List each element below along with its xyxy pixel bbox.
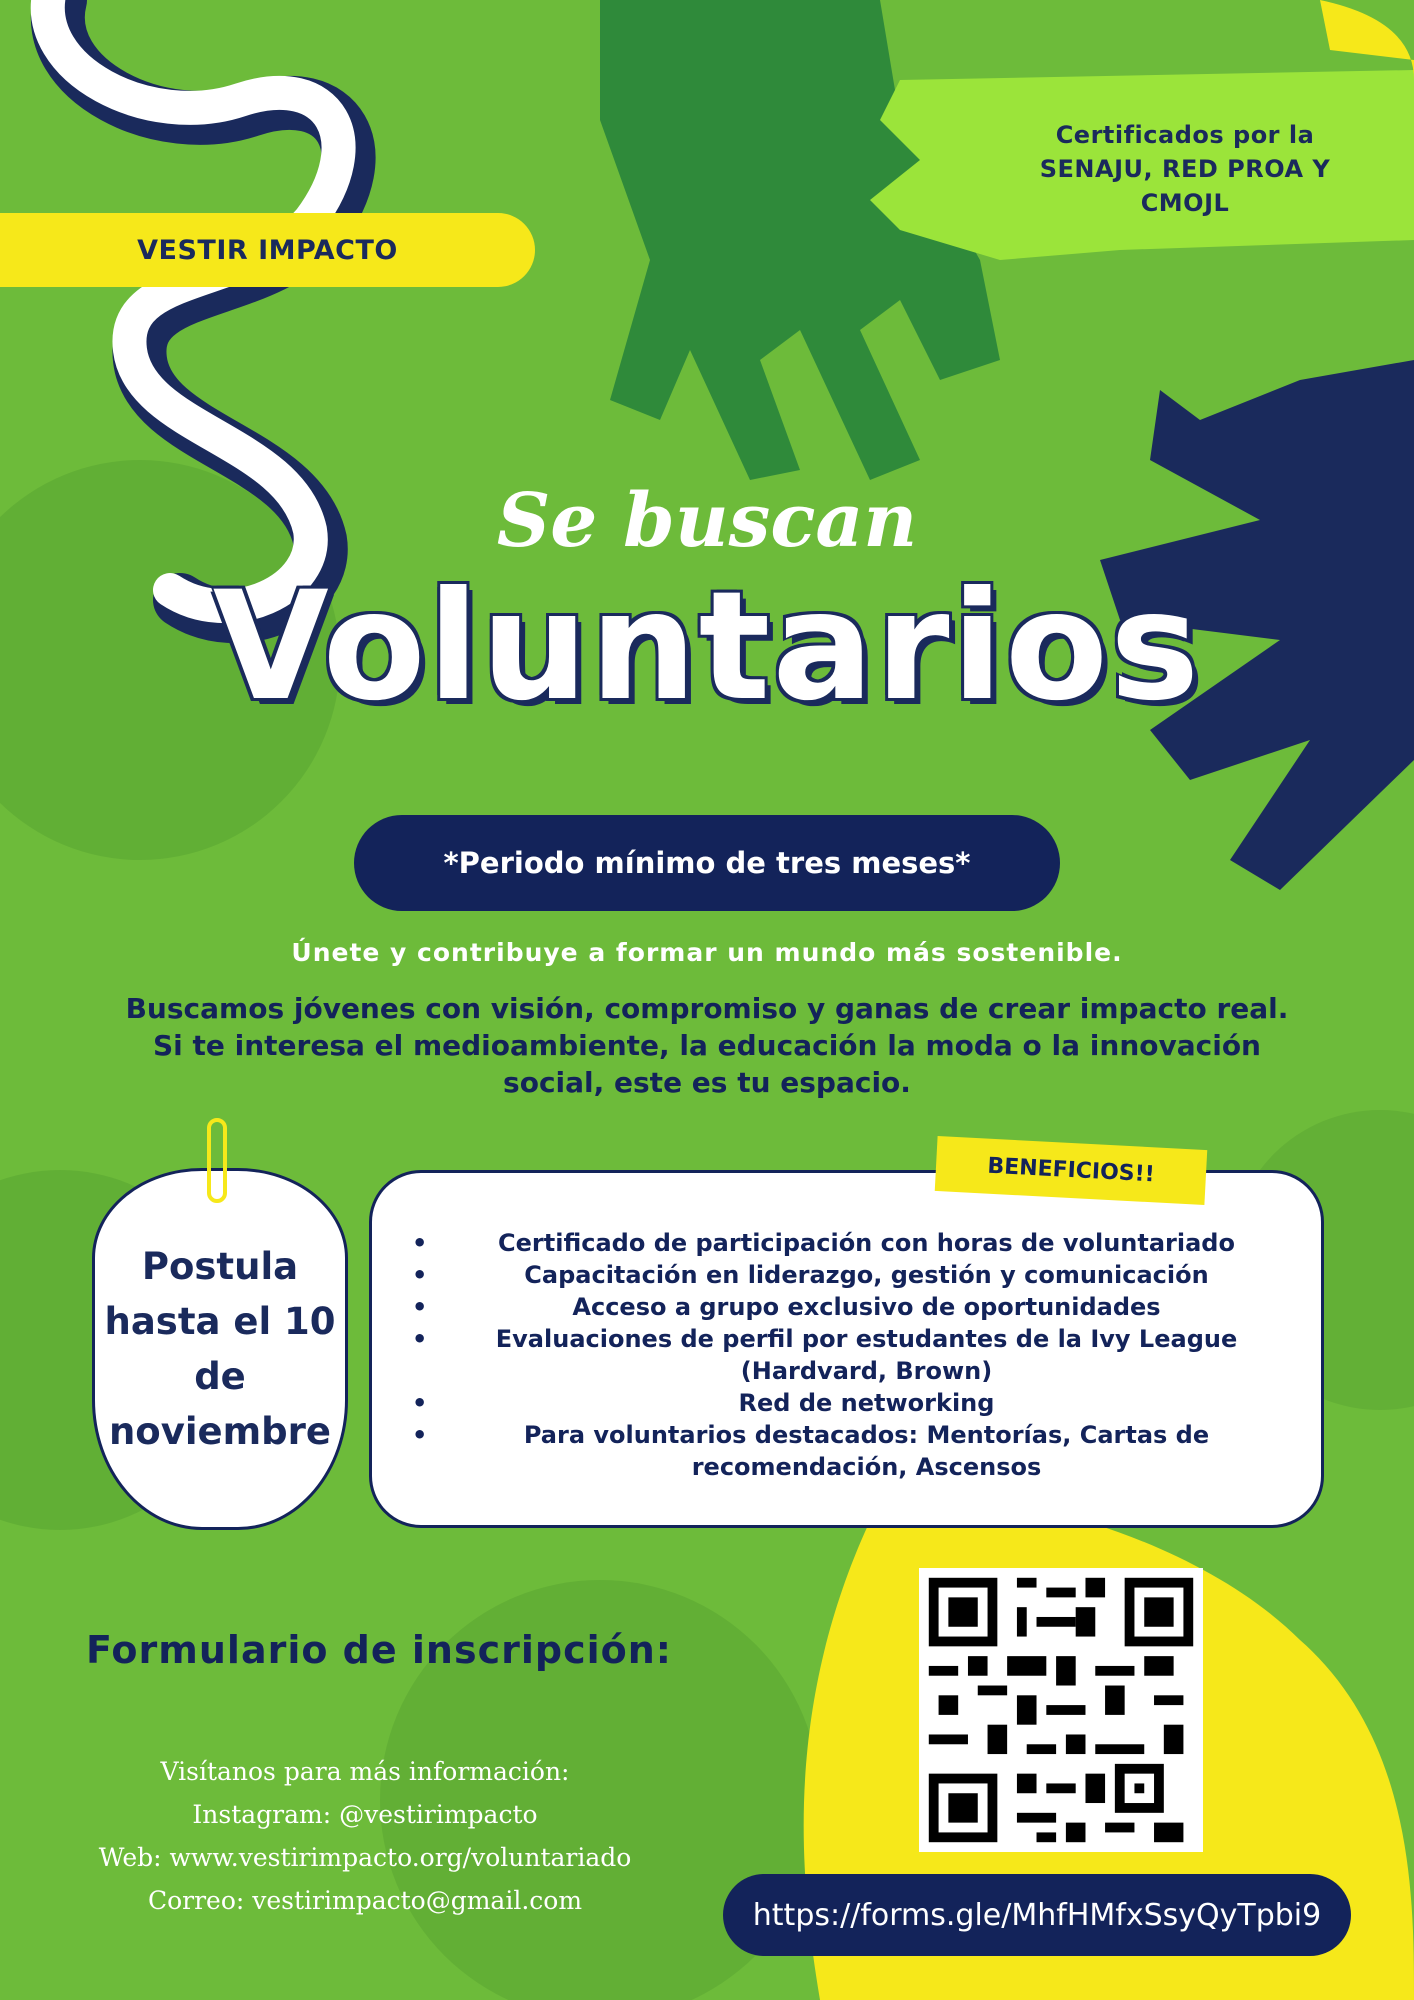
email-link[interactable]: Correo: vestirimpacto@gmail.com	[147, 1886, 583, 1915]
paperclip-icon	[207, 1118, 227, 1203]
benefit-item: • Evaluaciones de perfil por estudantes de la Ivy League (Hardvard, Brown)	[432, 1323, 1301, 1387]
certification-note	[985, 118, 1385, 220]
benefit-item: • Red de networking	[432, 1387, 1301, 1419]
benefit-item: • Capacitación en liderazgo, gestión y comunicación	[432, 1259, 1301, 1291]
period-badge: *Periodo mínimo de tres meses*	[354, 815, 1060, 911]
benefit-item: • Certificado de participación con horas de voluntariado	[432, 1227, 1301, 1259]
cert-line: Certificados por la	[1055, 121, 1315, 149]
form-url-link[interactable]: https://forms.gle/MhfHMfxSsyQyTpbi9	[723, 1874, 1351, 1956]
intro-line: Si te interesa el medioambiente, la educación la moda o la innovación	[152, 1029, 1261, 1062]
cert-line: CMOJL	[1140, 189, 1230, 217]
headline-main: Voluntarios	[212, 560, 1202, 734]
contact-info	[40, 1750, 690, 1922]
benefits-tag: BENEFICIOS!!	[935, 1136, 1208, 1205]
cert-line: SENAJU, RED PROA Y	[1039, 155, 1331, 183]
contact-line: Visítanos para más información:	[160, 1757, 570, 1786]
intro-body	[100, 990, 1314, 1101]
benefits-list	[392, 1227, 1301, 1483]
benefit-item: • Para voluntarios destacados: Mentorías, Cartas de recomendación, Ascensos	[432, 1419, 1301, 1483]
form-label: Formulario de inscripción:	[86, 1628, 672, 1672]
intro-line: social, este es tu espacio.	[503, 1066, 911, 1099]
qr-code-image[interactable]	[919, 1568, 1203, 1852]
benefit-item: • Acceso a grupo exclusivo de oportunidades	[432, 1291, 1301, 1323]
headline-pre: Se buscan	[496, 478, 918, 564]
deadline-line: noviembre	[108, 1410, 332, 1453]
benefits-card	[369, 1170, 1324, 1528]
deadline-line: de	[194, 1355, 246, 1398]
deadline-line: Postula	[141, 1245, 299, 1288]
website-link[interactable]: Web: www.vestirimpacto.org/voluntariado	[98, 1843, 632, 1872]
intro-line: Buscamos jóvenes con visión, compromiso y ganas de crear impacto real.	[125, 992, 1289, 1025]
deadline-card	[92, 1168, 348, 1530]
tagline: Únete y contribuye a formar un mundo más sostenible.	[291, 938, 1123, 967]
instagram-handle[interactable]: Instagram: @vestirimpacto	[192, 1800, 538, 1829]
brand-label: VESTIR IMPACTO	[0, 213, 535, 287]
deadline-line: hasta el 10	[104, 1300, 336, 1343]
